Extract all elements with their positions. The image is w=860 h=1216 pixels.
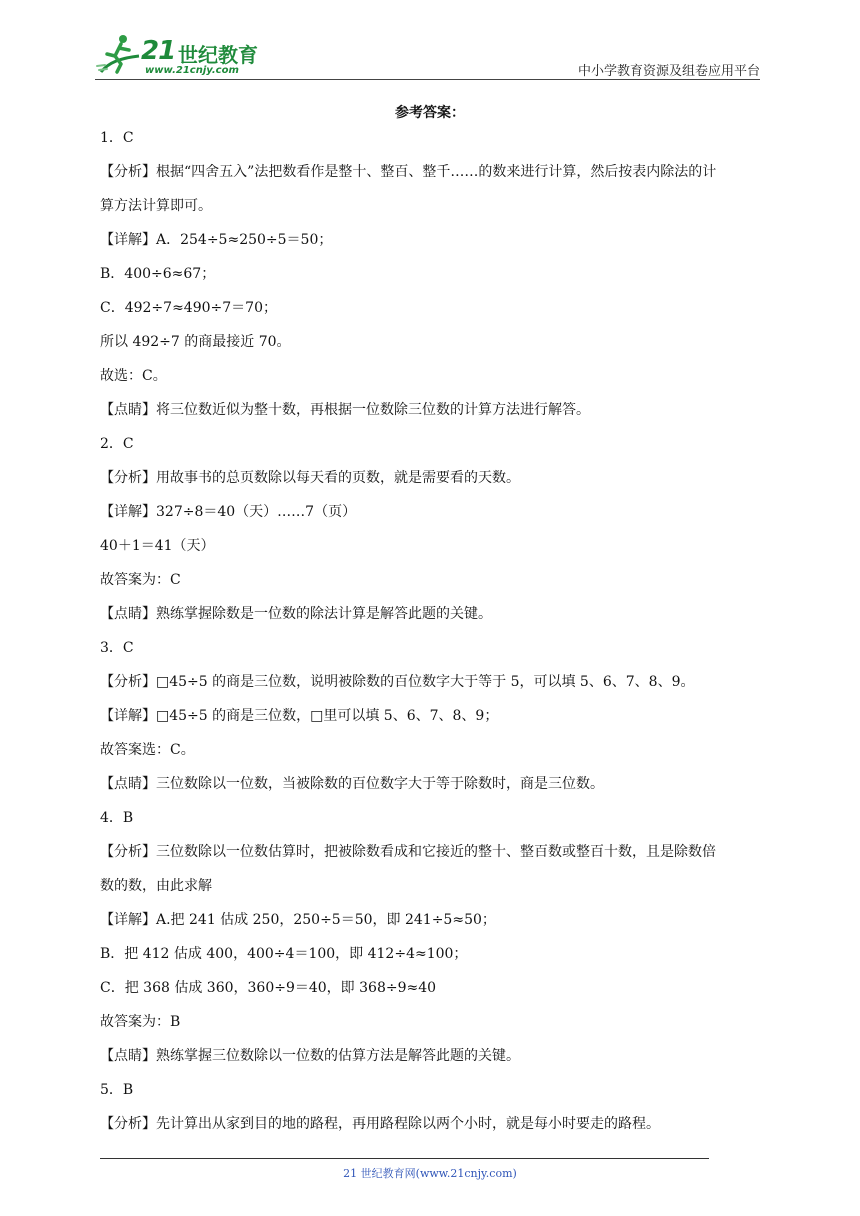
answer-line: B．把 412 估成 400，400÷4＝100，即 412÷4≈100； — [100, 946, 468, 962]
answer-line: 故答案为：C — [100, 572, 181, 588]
site-logo — [95, 32, 265, 78]
answer-line: 【点睛】将三位数近似为整十数，再根据一位数除三位数的计算方法进行解答。 — [100, 402, 590, 418]
answer-line: 5．B — [100, 1082, 134, 1098]
answer-line: 【分析】先计算出从家到目的地的路程，再用路程除以两个小时，就是每小时要走的路程。 — [100, 1116, 660, 1132]
platform-name: 中小学教育资源及组卷应用平台 — [577, 64, 760, 79]
footer-divider — [100, 1158, 709, 1159]
answer-line: C．把 368 估成 360，360÷9＝40，即 368÷9≈40 — [100, 980, 437, 996]
answer-line: 【分析】□45÷5 的商是三位数，说明被除数的百位数字大于等于 5，可以填 5、6、7、8、9。 — [100, 674, 695, 690]
header-divider — [95, 79, 760, 80]
answer-line: 【点睛】三位数除以一位数，当被除数的百位数字大于等于除数时，商是三位数。 — [100, 776, 604, 792]
answer-line: 3．C — [100, 640, 134, 656]
answer-content — [100, 128, 768, 1134]
answer-line: 算方法计算即可。 — [100, 198, 212, 214]
answer-line: 【详解】□45÷5 的商是三位数，□里可以填 5、6、7、8、9； — [100, 708, 499, 724]
logo-text: 世纪教育 — [178, 43, 258, 67]
answer-line: 故答案为：B — [100, 1014, 181, 1030]
page-header — [95, 32, 760, 80]
page-title: 参考答案： — [395, 105, 465, 121]
answer-line: 数的数，由此求解 — [100, 878, 212, 894]
answer-line: 1．C — [100, 130, 134, 146]
footer-text: 21 世纪教育网(www.21cnjy.com) — [343, 1167, 517, 1180]
answer-line: 【点睛】熟练掌握三位数除以一位数的估算方法是解答此题的关键。 — [100, 1048, 520, 1064]
answer-line: 【详解】A．254÷5≈250÷5＝50； — [100, 232, 333, 248]
answer-line: 【分析】根据“四舍五入”法把数看作是整十、整百、整千……的数来进行计算，然后按表内除法的计 — [100, 164, 717, 180]
answer-line: 故答案选：C。 — [100, 742, 195, 758]
answer-line: C．492÷7≈490÷7＝70； — [100, 300, 277, 316]
answer-line: 40＋1＝41（天） — [100, 538, 215, 554]
logo-url: www.21cnjy.com — [145, 65, 239, 76]
answer-line: 【点睛】熟练掌握除数是一位数的除法计算是解答此题的关键。 — [100, 606, 492, 622]
answer-line: 【详解】A.把 241 估成 250，250÷5＝50，即 241÷5≈50； — [100, 912, 496, 928]
logo-number: 21 — [141, 36, 176, 66]
answer-line: 【详解】327÷8＝40（天）……7（页） — [100, 504, 357, 520]
answer-line: 所以 492÷7 的商最接近 70。 — [100, 334, 291, 350]
answer-line: 【分析】用故事书的总页数除以每天看的页数，就是需要看的天数。 — [100, 470, 520, 486]
answer-line: 故选：C。 — [100, 368, 167, 384]
answer-line: 【分析】三位数除以一位数估算时，把被除数看成和它接近的整十、整百数或整百十数，且是除数倍 — [100, 844, 716, 860]
answer-line: 4．B — [100, 810, 134, 826]
runner-icon — [95, 32, 143, 78]
answer-line: B．400÷6≈67； — [100, 266, 216, 282]
answer-line: 2．C — [100, 436, 134, 452]
